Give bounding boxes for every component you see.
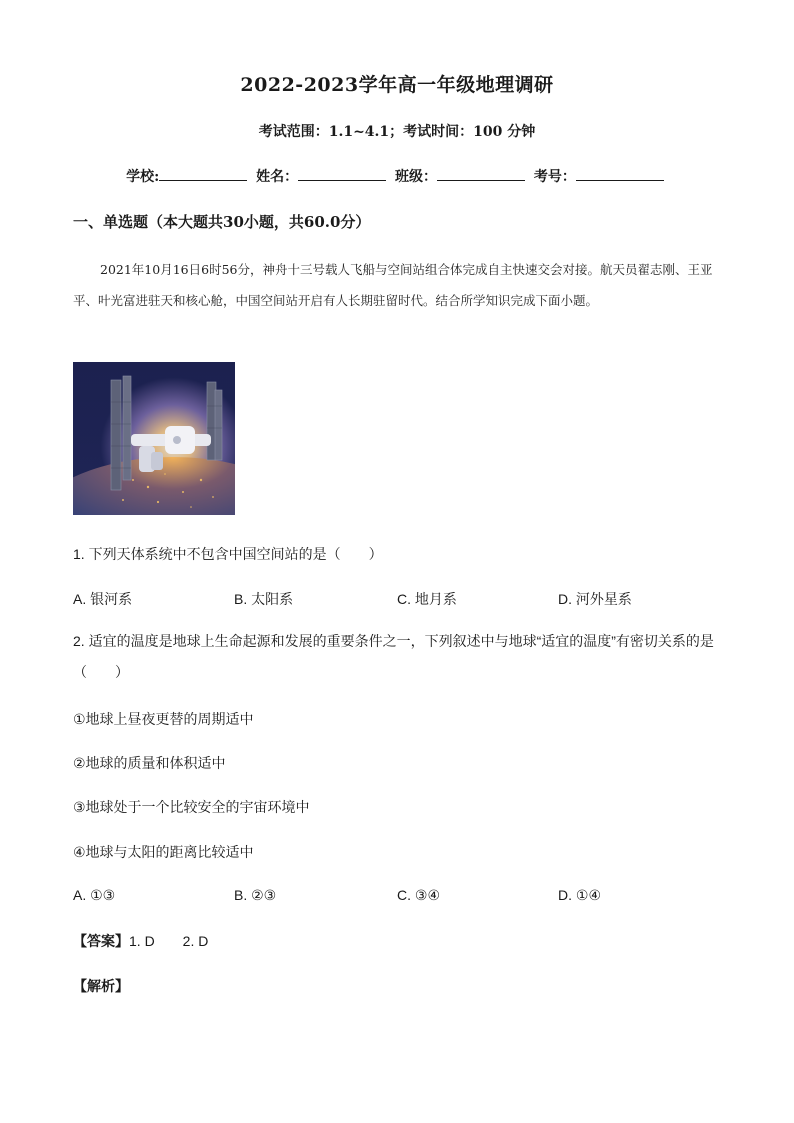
space-station-photo [73,362,235,515]
name-label: 姓名： [256,169,299,185]
exam-scope-and-time: 考试范围：1.1~4.1；考试时间：100 分钟 [258,124,536,140]
student-info-fields [0,166,794,186]
passage-text: 2021年10月16日6时56分，神舟十三号载人飞船与空间站组合体完成自主快速交会对接。航天员翟志刚、王亚平、叶光富进驻天和核心舱，中国空间站开启有人长期驻留时代。结合所学知识完成下面小题。 [73,262,713,308]
school-blank[interactable] [159,166,247,181]
q1-option-a[interactable]: A. 银河系 [73,591,133,607]
q2-option-b[interactable]: B. ②③ [234,887,277,903]
analysis-line [73,976,129,996]
answer-label: 【答案】 [73,933,129,949]
class-blank[interactable] [437,166,525,181]
q2-statement-1: ①地球上昼夜更替的周期适中 [73,711,254,727]
reading-passage [73,254,718,316]
exam-title: 2022-2023学年高一年级地理调研 [240,74,554,96]
analysis-label: 【解析】 [73,978,129,994]
q2-statement-4: ④地球与太阳的距离比较适中 [73,844,254,860]
exam-number-label: 考号： [533,169,576,185]
question-2-stem: 2. 适宜的温度是地球上生命起源和发展的重要条件之一，下列叙述中与地球“适宜的温度”有密切关系的是（ ） [73,633,714,680]
exam-number-blank[interactable] [576,166,664,181]
section-heading: 一、单选题（本大题共30小题，共60.0分） [73,213,371,231]
q2-option-d[interactable]: D. ①④ [558,887,601,903]
q2-option-a[interactable]: A. ①③ [73,887,116,903]
school-label: 学校: [126,169,160,185]
question-1-stem: 1. 下列天体系统中不包含中国空间站的是（ ） [73,546,383,562]
q2-statement-3: ③地球处于一个比较安全的宇宙环境中 [73,799,310,815]
q2-statement-2: ②地球的质量和体积适中 [73,755,226,771]
q1-option-d[interactable]: D. 河外星系 [558,591,632,607]
answer-text: 1. D 2. D [129,933,209,949]
answer-line [73,931,208,951]
q2-option-c[interactable]: C. ③④ [397,887,440,903]
space-station-over-earth-photo-icon [73,362,235,515]
name-blank[interactable] [298,166,386,181]
q1-option-c[interactable]: C. 地月系 [397,591,457,607]
q1-option-b[interactable]: B. 太阳系 [234,591,294,607]
class-label: 班级： [395,169,438,185]
